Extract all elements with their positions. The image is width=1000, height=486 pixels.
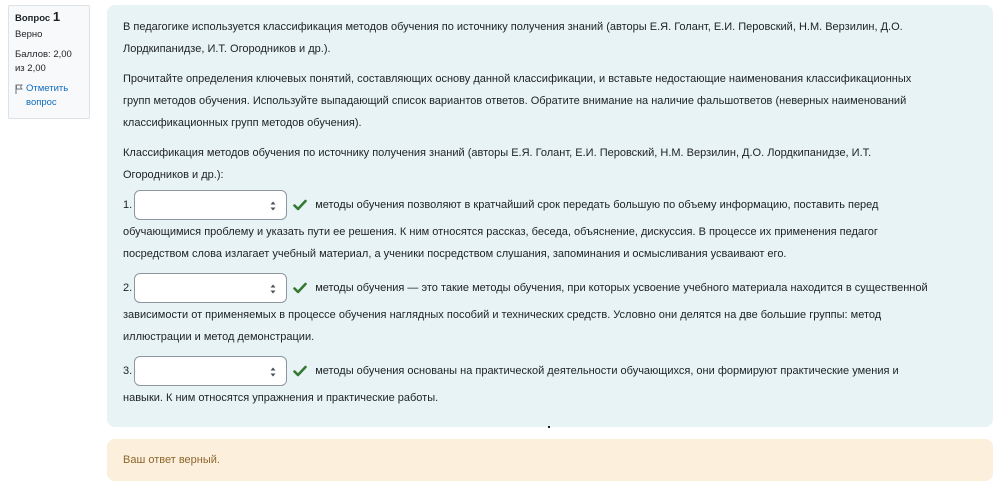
check-icon (293, 364, 307, 378)
question-info (8, 5, 90, 119)
item-text-line-3: посредством слова излагает учебный материал, а ученики посредством слушания, запоминания и осмысливания усваивают его. (123, 248, 787, 260)
intro-line-2: Лордкипанидзе, И.Т. Огородников и др.). (123, 43, 331, 55)
item-text-line-1: методы обучения основаны на практической деятельности обучающихся, они формируют практические умения и (315, 365, 899, 377)
stray-dot (548, 426, 550, 428)
item-text-cont (123, 387, 977, 409)
item-number: 2. (123, 282, 133, 294)
answer-select-2[interactable] (134, 273, 287, 303)
check-icon (293, 198, 307, 212)
item-number: 3. (123, 365, 133, 377)
question-number-value: 1 (52, 9, 61, 24)
classification-line-2: Огородников и др.): (123, 169, 224, 181)
intro-paragraph (123, 16, 977, 60)
flag-icon (15, 84, 23, 94)
selected-value-redacted (141, 365, 221, 378)
answer-item-3 (123, 356, 977, 409)
question-state: Верно (15, 29, 43, 40)
item-text-line-1: методы обучения позволяют в кратчайший срок передать большую по объему информацию, поставить перед (315, 199, 879, 211)
answer-item-2 (123, 273, 977, 348)
question-number (15, 10, 83, 26)
answer-select-3[interactable] (134, 356, 287, 386)
instructions-paragraph (123, 68, 977, 134)
flag-question-link[interactable] (15, 82, 83, 110)
answer-item-1 (123, 190, 977, 265)
item-text-line-2: обучающимися проблему и указать пути ее решения. К ним относятся рассказ, беседа, объяснение, дискуссия. В процессе их применения педагог (123, 226, 878, 238)
select-arrows-icon (270, 200, 276, 212)
select-arrows-icon (270, 366, 276, 378)
item-text-line-1: методы обучения — это такие методы обучения, при которых усвоение учебного материала находится в существенной (315, 282, 928, 294)
answer-select-1[interactable] (134, 190, 287, 220)
answer-feedback (107, 439, 993, 481)
check-icon (293, 281, 307, 295)
instructions-line-1: Прочитайте определения ключевых понятий, составляющих основу данной классификации, и вставьте недостающие наименования классификационных (123, 73, 912, 85)
question-formulation (107, 5, 993, 427)
select-arrows-icon (270, 283, 276, 295)
question-word: Вопрос (15, 13, 51, 24)
instructions-line-3: классификационных групп методов обучения). (123, 117, 362, 129)
item-text-line-2: навыки. К ним относятся упражнения и практические работы. (123, 392, 439, 404)
instructions-line-2: групп методов обучения. Используйте выпадающий список вариантов ответов. Обратите внимание на наличие фальшответов (неверных наименований (123, 95, 907, 107)
intro-line-1: В педагогике используется классификация методов обучения по источнику получения знаний (авторы Е.Я. Голант, Е.И. Перовский, Н.М. Верзилин, Д.О. (123, 21, 903, 33)
question-grade: Баллов: 2,00 из 2,00 (15, 49, 72, 74)
selected-value-redacted (141, 199, 221, 212)
flag-label: Отметить вопрос (26, 83, 69, 108)
item-text-line-2: зависимости от применяемых в процессе обучения наглядных пособий и технических средств. Условно они делятся на две большие группы: метод (123, 309, 882, 321)
item-number: 1. (123, 199, 133, 211)
item-text-cont (123, 221, 977, 265)
classification-line-1: Классификация методов обучения по источнику получения знаний (авторы Е.Я. Голант, Е.И. Перовский, Н.М. Верзилин, Д.О. Лордкипанидзе, И.Т. (123, 147, 872, 159)
item-text-cont (123, 304, 977, 348)
item-text-line-3: иллюстрации и метод демонстрации. (123, 331, 315, 343)
classification-paragraph (123, 142, 977, 186)
feedback-text: Ваш ответ верный. (123, 454, 220, 466)
selected-value-redacted (141, 282, 221, 295)
